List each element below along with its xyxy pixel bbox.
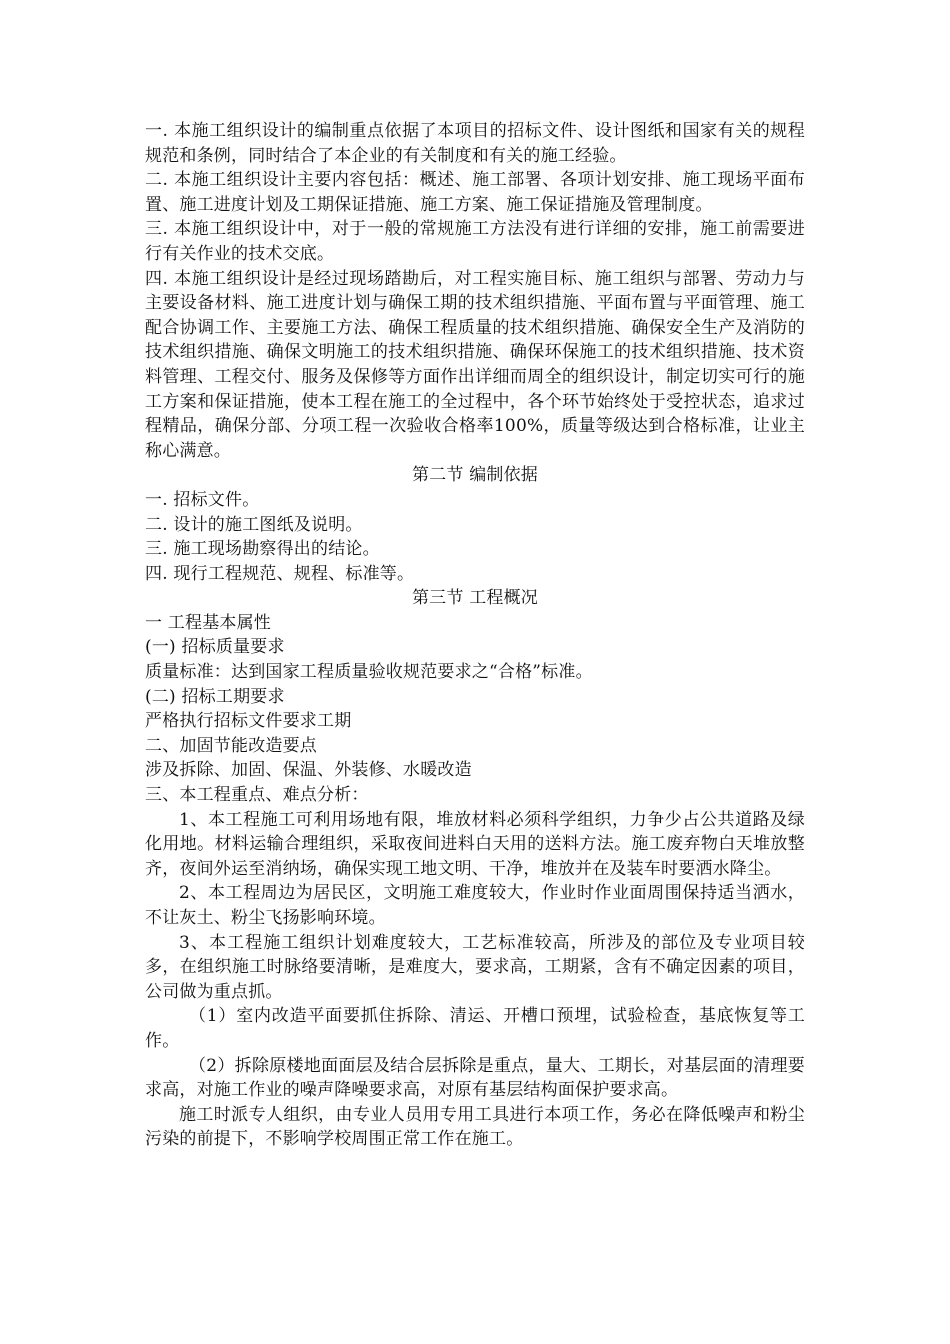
key-point-1: 1、本工程施工可利用场地有限，堆放材料必须科学组织，力争少占公共道路及绿化用地。材料运输合理组织，采取夜间进料白天用的送料方法。施工废弃物白天堆放整齐，夜间外运至消纳场，确保实现工地文明、干净，堆放并在及装车时要洒水降尘。 bbox=[145, 809, 805, 879]
basic-attributes-title: 一 工程基本属性 bbox=[145, 612, 272, 633]
key-point-3-sub-3: 施工时派专人组织，由专业人员用专用工具进行本项工作，务必在降低噪声和粉尘污染的前提下，不影响学校周围正常工作在施工。 bbox=[145, 1104, 805, 1150]
intro-paragraph-4: 四. 本施工组织设计是经过现场踏勘后，对工程实施目标、施工组织与部署、劳动力与主要设备材料、施工进度计划与确保工期的技术组织措施、平面布置与平面管理、施工配合协调工作、主要施工方法、确保工程质量的技术组织措施、确保安全生产及消防的技术组织措施、确保文明施工的技术组织措施、确保环保施工的技术组织措施、技术资料管理、工程交付、服务及保修等方面作出详细而周全的组织设计，制定切实可行的施工方案和保证措施，使本工程在施工的全过程中，各个环节始终处于受控状态，追求过程精品，确保分部、分项工程一次验收合格率100%，质量等级达到合格标准，让业主称心满意。 bbox=[145, 268, 805, 461]
key-point-3-sub-1: （1）室内改造平面要抓住拆除、清运、开槽口预埋，试验检查，基底恢复等工作。 bbox=[145, 1006, 805, 1051]
period-requirement-text: 严格执行招标文件要求工期 bbox=[145, 711, 352, 732]
key-points-title: 三、本工程重点、难点分析： bbox=[145, 785, 369, 806]
energy-retrofit-title: 二、加固节能改造要点 bbox=[145, 735, 317, 756]
quality-requirement-title: (一) 招标质量要求 bbox=[145, 637, 285, 658]
period-requirement-title: (二) 招标工期要求 bbox=[145, 686, 285, 707]
key-point-2: 2、本工程周边为居民区，文明施工难度较大，作业时作业面周围保持适当洒水，不让灰土、粉尘飞扬影响环境。 bbox=[145, 883, 805, 928]
basis-item-1: 一. 招标文件。 bbox=[145, 489, 260, 510]
key-point-3-sub-2: （2）拆除原楼地面面层及结合层拆除是重点，量大、工期长，对基层面的清理要求高，对施工作业的噪声降噪要求高，对原有基层结构面保护要求高。 bbox=[145, 1055, 805, 1101]
intro-paragraph-3: 三. 本施工组织设计中，对于一般的常规施工方法没有进行详细的安排，施工前需要进行有关作业的技术交底。 bbox=[145, 219, 805, 264]
basis-item-4: 四. 现行工程规范、规程、标准等。 bbox=[145, 563, 415, 584]
basis-item-2: 二. 设计的施工图纸及说明。 bbox=[145, 514, 363, 535]
basis-item-3: 三. 施工现场勘察得出的结论。 bbox=[145, 539, 380, 560]
intro-paragraph-1: 一. 本施工组织设计的编制重点依据了本项目的招标文件、设计图纸和国家有关的规程规范和条例，同时结合了本企业的有关制度和有关的施工经验。 bbox=[145, 121, 805, 166]
energy-retrofit-text: 涉及拆除、加固、保温、外装修、水暖改造 bbox=[145, 760, 472, 781]
section-3-heading: 第三节 工程概况 bbox=[411, 588, 538, 609]
intro-paragraph-2: 二. 本施工组织设计主要内容包括：概述、施工部署、各项计划安排、施工现场平面布置、施工进度计划及工期保证措施、施工方案、施工保证措施及管理制度。 bbox=[145, 170, 805, 215]
section-2-heading: 第二节 编制依据 bbox=[411, 465, 538, 486]
key-point-3: 3、本工程施工组织计划难度较大，工艺标准较高，所涉及的部位及专业项目较多，在组织施工时脉络要清晰，是难度大，要求高，工期紧，含有不确定因素的项目，公司做为重点抓。 bbox=[145, 932, 805, 1002]
quality-requirement-text: 质量标准：达到国家工程质量验收规范要求之“合格”标准。 bbox=[145, 662, 593, 683]
document-body bbox=[145, 119, 805, 1152]
